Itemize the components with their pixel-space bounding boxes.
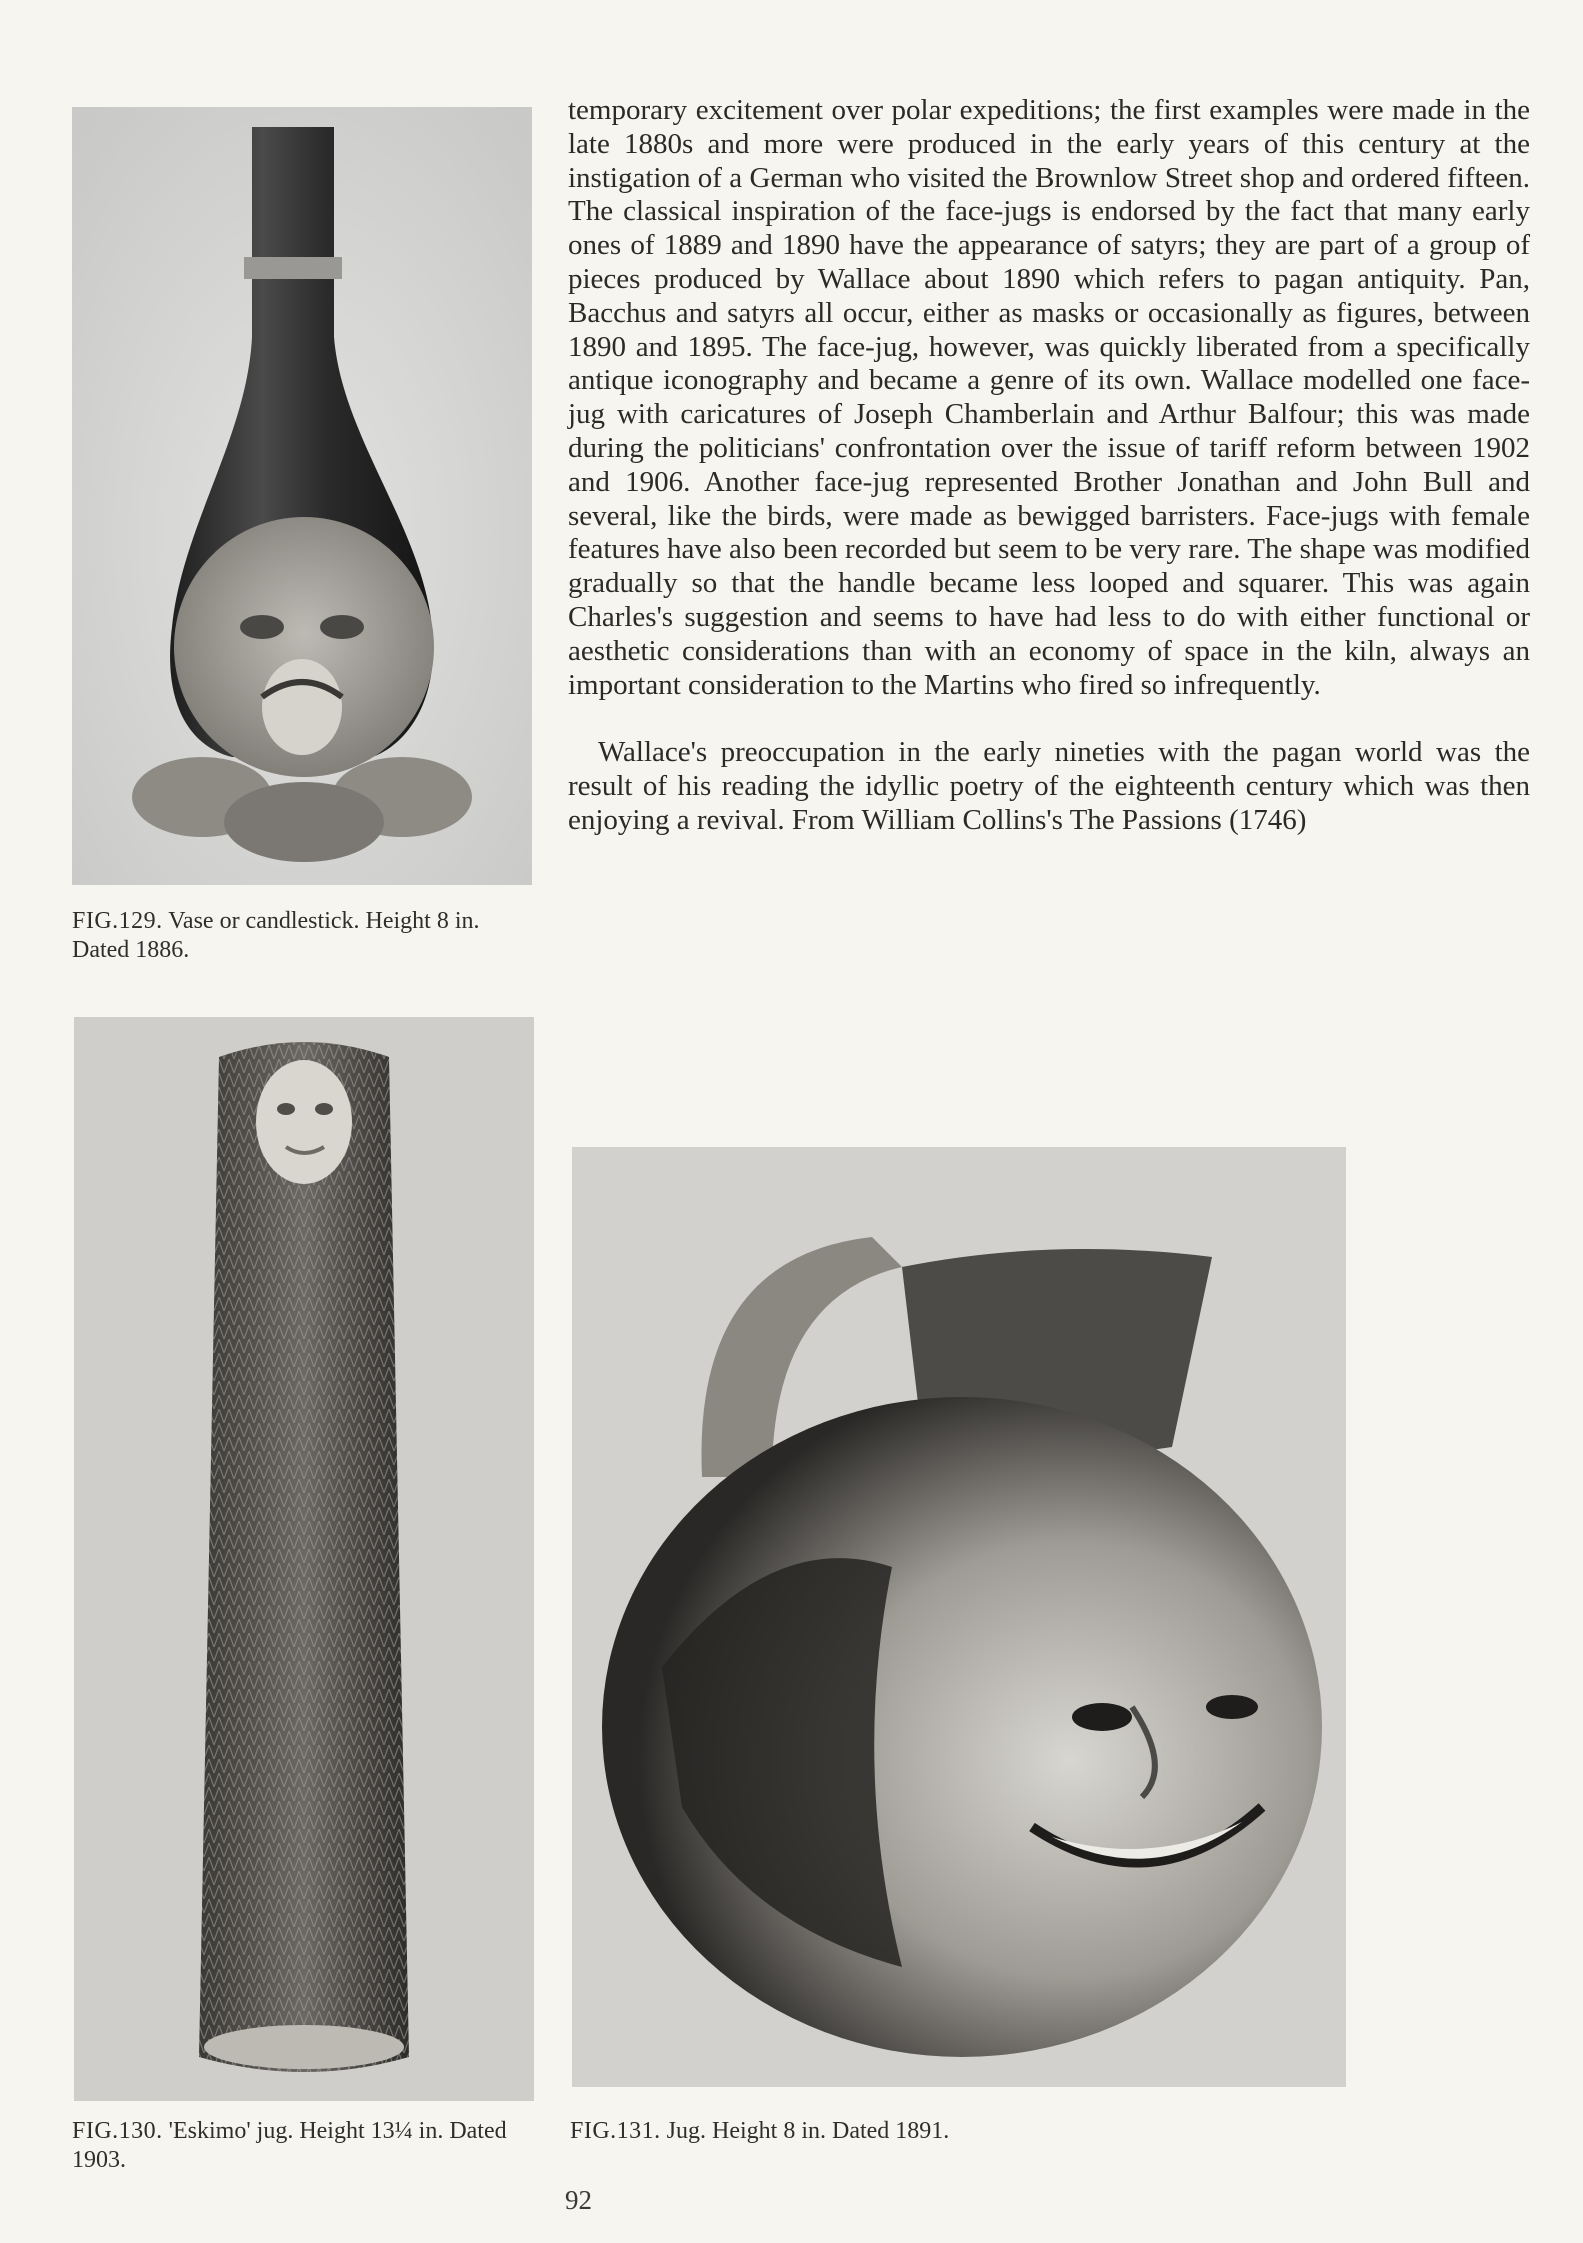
fig130-photo: [74, 1017, 534, 2101]
vase-illustration: [72, 107, 532, 885]
eskimo-jug-illustration: [74, 1017, 534, 2101]
page-number: 92: [565, 2185, 592, 2215]
body-text: [568, 94, 1530, 838]
fig131-number: FIG.131.: [570, 2118, 661, 2144]
fig130-caption: [72, 2117, 532, 2175]
face-jug-illustration: [572, 1147, 1346, 2087]
fig129-caption: [72, 907, 492, 965]
fig131-caption-text: Jug. Height 8 in. Dated 1891.: [666, 2118, 950, 2144]
fig131-caption: [570, 2117, 1170, 2146]
fig129-caption-text: Vase or candlestick. Height 8 in. Dated 1886.: [72, 908, 480, 963]
fig130-caption-text: 'Eskimo' jug. Height 13¼ in. Dated 1903.: [72, 2118, 507, 2173]
fig129-photo: [72, 107, 532, 885]
paragraph-2: Wallace's preoccupation in the early nineties with the pagan world was the result of his reading the idyllic poetry of the eighteenth century which was then enjoying a revival. From William Collins's The Passions (1746): [568, 736, 1530, 836]
fig130-number: FIG.130.: [72, 2118, 163, 2144]
paragraph-1: temporary excitement over polar expeditions; the first examples were made in the late 1880s and more were produced in the early years of this century at the instigation of a German who visited the Brownlow Street shop and ordered fifteen. The classical inspiration of the face-jugs is endorsed by the fact that many early ones of 1889 and 1890 have the appearance of satyrs; they are part of a group of pieces produced by Wallace about 1890 which refers to pagan antiquity. Pan, Bacchus and satyrs all occur, either as masks or occasionally as figures, between 1890 and 1895. The face-jug, however, was quickly liberated from a specifically antique iconography and became a genre of its own. Wallace modelled one face-jug with caricatures of Joseph Chamberlain and Arthur Balfour; this was made during the politicians' confrontation over the issue of tariff reform between 1902 and 1906. Another face-jug represented Brother Jonathan and John Bull and several, like the birds, were made as bewigged barristers. Face-jugs with female features have also been recorded but seem to be very rare. The shape was modified gradually so that the handle became less looped and squarer. This was again Charles's suggestion and seems to have had less to do with either functional or aesthetic considerations than with an economy of space in the kiln, always an important consideration to the Martins who fired so infrequently.: [568, 94, 1530, 701]
fig129-number: FIG.129.: [72, 908, 163, 934]
fig131-photo: [572, 1147, 1346, 2087]
